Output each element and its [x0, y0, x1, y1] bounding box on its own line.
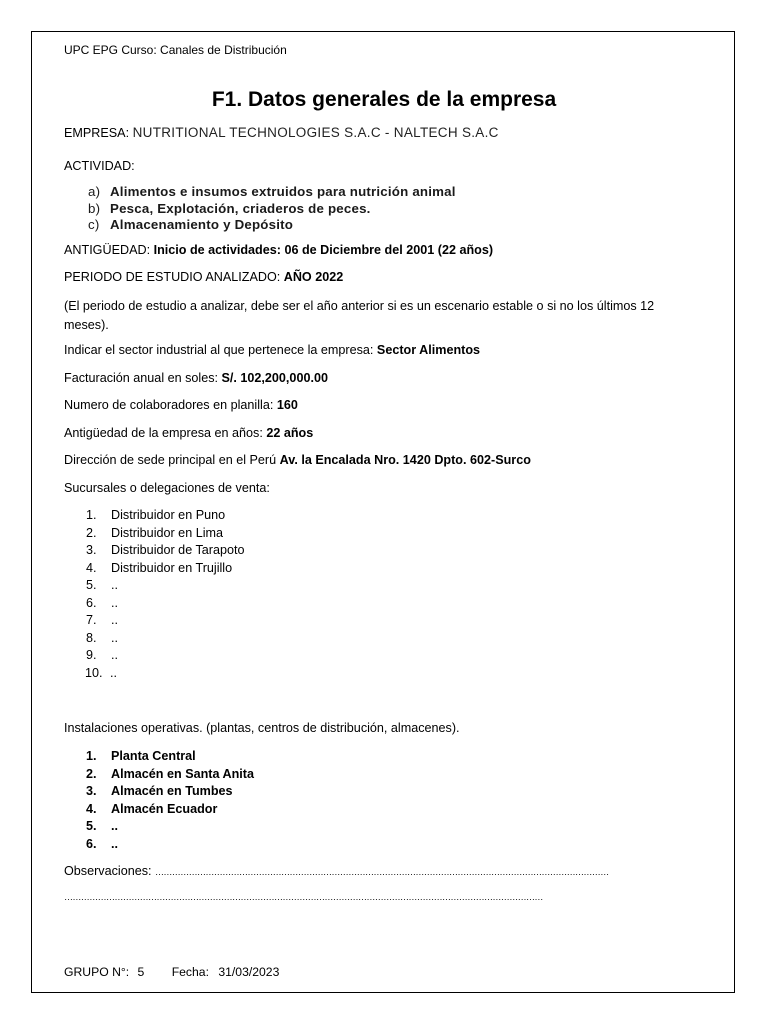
list-text: ..	[111, 595, 118, 610]
list-item	[86, 801, 254, 819]
page-title: F1. Datos generales de la empresa	[211, 88, 557, 111]
list-text: Distribuidor de Tarapoto	[111, 543, 245, 557]
list-marker: a)	[88, 184, 101, 199]
direccion-value: Av. la Encalada Nro. 1420 Dpto. 602-Surco	[279, 453, 531, 467]
list-item	[86, 595, 244, 613]
list-item	[86, 507, 244, 525]
list-number: 7.	[86, 613, 97, 627]
sector-line	[64, 343, 480, 357]
period-note: (El periodo de estudio a analizar, debe ser el año anterior si es un escenario estable o si no los últimos 12 meses).	[64, 299, 655, 332]
list-number: 5.	[86, 819, 97, 833]
list-number: 1.	[86, 508, 97, 522]
facturacion-value: S/. 102,200,000.00	[221, 371, 328, 385]
sector-label: Indicar el sector industrial al que pertenece la empresa:	[64, 343, 377, 357]
sucursales-list	[86, 507, 244, 682]
sector-value: Sector Alimentos	[376, 343, 481, 357]
list-item	[88, 201, 456, 218]
footer	[64, 965, 279, 979]
antiguedad-value: Inicio de actividades: 06 de Diciembre del 2001 (22 años)	[153, 243, 494, 257]
list-number: 2.	[86, 766, 97, 781]
list-text: ..	[111, 630, 118, 645]
list-number: 8.	[86, 630, 97, 645]
empresa-line	[64, 125, 499, 140]
list-text: Almacén en Santa Anita	[111, 766, 255, 781]
periodo-label: PERIODO DE ESTUDIO ANALIZADO:	[64, 270, 284, 284]
list-text: ..	[111, 613, 118, 627]
list-marker: b)	[88, 200, 101, 216]
instalaciones-label: Instalaciones operativas. (plantas, centros de distribución, almacenes).	[64, 721, 460, 735]
facturacion-label: Facturación anual en soles:	[64, 371, 222, 385]
list-number: 6.	[86, 595, 97, 610]
list-number: 3.	[86, 784, 97, 798]
observaciones-dots: ………………………………………………………………………………………………………………………………………………	[155, 867, 609, 877]
actividad-list	[88, 184, 456, 234]
observaciones-line	[64, 864, 684, 878]
fecha-label: Fecha:	[171, 965, 209, 979]
list-number: 2.	[86, 525, 97, 540]
list-number: 4.	[86, 801, 97, 816]
list-number: 1.	[86, 749, 97, 763]
antiguedad-anos-value: 22 años	[266, 426, 314, 440]
antiguedad-anos-label: Antigüedad de la empresa en años:	[64, 426, 267, 440]
list-item	[86, 818, 254, 836]
course-header: UPC EPG Curso: Canales de Distribución	[64, 43, 287, 57]
list-item	[86, 783, 254, 801]
list-number: 4.	[86, 560, 97, 575]
list-item	[88, 184, 456, 201]
antiguedad-anos-line	[64, 426, 313, 440]
colaboradores-label: Numero de colaboradores en planilla:	[64, 398, 277, 412]
list-text: ..	[111, 648, 118, 662]
grupo-value: 5	[137, 965, 145, 979]
list-text: Distribuidor en Lima	[111, 525, 223, 540]
list-text: Almacén en Tumbes	[111, 784, 233, 798]
list-text: Almacén Ecuador	[111, 801, 218, 816]
list-text: Almacenamiento y Depósito	[110, 217, 294, 232]
observaciones-label: Observaciones:	[64, 864, 155, 878]
colaboradores-value: 160	[276, 398, 298, 412]
instalaciones-list	[86, 748, 254, 853]
list-number: 10.	[85, 665, 103, 680]
list-text: Alimentos e insumos extruidos para nutrición animal	[110, 184, 456, 199]
list-item	[86, 560, 244, 578]
observaciones-dots-line: ………………………………………………………………………………………………………………………………………………………	[64, 892, 543, 902]
actividad-label: ACTIVIDAD:	[64, 159, 135, 173]
list-item	[86, 630, 244, 648]
list-item	[88, 217, 456, 234]
empresa-value: NUTRITIONAL TECHNOLOGIES S.A.C - NALTECH S.A.C	[132, 125, 499, 140]
list-number: 3.	[86, 543, 97, 557]
list-item	[86, 748, 254, 766]
list-text: ..	[111, 819, 118, 833]
sucursales-label: Sucursales o delegaciones de venta:	[64, 481, 270, 495]
list-item	[86, 766, 254, 784]
antiguedad-line	[64, 243, 493, 257]
list-item	[86, 612, 244, 630]
periodo-line	[64, 270, 343, 284]
colaboradores-line	[64, 398, 298, 412]
list-number: 9.	[86, 648, 97, 662]
periodo-value: AÑO 2022	[283, 270, 344, 284]
fecha-value: 31/03/2023	[218, 965, 280, 979]
list-text: ..	[110, 665, 117, 680]
list-item	[86, 525, 244, 543]
list-number: 6.	[86, 836, 97, 851]
list-marker: c)	[88, 217, 100, 232]
list-text: Distribuidor en Trujillo	[111, 560, 233, 575]
antiguedad-label: ANTIGÜEDAD:	[64, 243, 154, 257]
list-item	[86, 836, 254, 854]
list-item	[86, 647, 244, 665]
empresa-label: EMPRESA:	[64, 126, 133, 140]
list-text: ..	[111, 578, 118, 592]
list-text: Planta Central	[111, 749, 196, 763]
list-item	[86, 665, 244, 683]
list-item	[86, 542, 244, 560]
list-item	[86, 577, 244, 595]
grupo-label: GRUPO N°:	[64, 965, 130, 979]
list-number: 5.	[86, 578, 97, 592]
list-text: ..	[111, 836, 118, 851]
list-text: Pesca, Explotación, criaderos de peces.	[110, 200, 371, 216]
facturacion-line	[64, 371, 328, 385]
direccion-line	[64, 453, 531, 467]
list-text: Distribuidor en Puno	[111, 508, 226, 522]
direccion-label: Dirección de sede principal en el Perú	[64, 453, 280, 467]
